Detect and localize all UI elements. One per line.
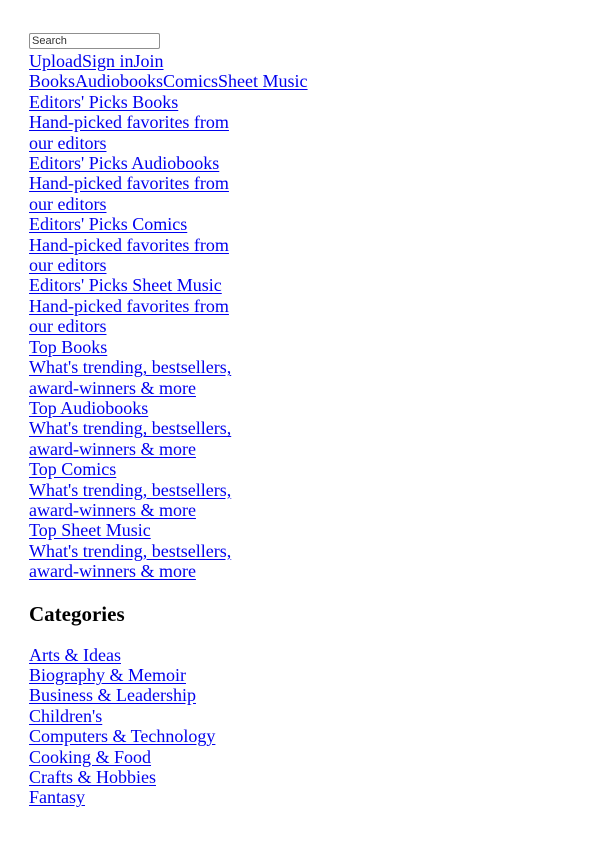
category-link-fantasy[interactable]: Fantasy bbox=[29, 787, 85, 808]
promo-top-comics[interactable] bbox=[29, 459, 589, 520]
nav-comics-link[interactable]: Comics bbox=[163, 71, 219, 92]
promo-top-sheet-music[interactable] bbox=[29, 520, 589, 581]
promo-title: Top Books bbox=[29, 336, 108, 357]
promo-title: Editors' Picks Comics bbox=[29, 214, 188, 235]
promo-title: Top Sheet Music bbox=[29, 520, 151, 541]
nav-audiobooks-link[interactable]: Audiobooks bbox=[75, 71, 164, 92]
promo-subtitle: What's trending, bestsellers, award-winners & more bbox=[29, 540, 232, 582]
category-link-crafts-hobbies[interactable]: Crafts & Hobbies bbox=[29, 767, 156, 787]
promo-editors-picks-books[interactable] bbox=[29, 92, 589, 153]
category-link-biography-memoir[interactable]: Biography & Memoir bbox=[29, 664, 186, 685]
promo-title: Editors' Picks Sheet Music bbox=[29, 275, 222, 296]
promo-editors-picks-sheet-music[interactable] bbox=[29, 275, 589, 336]
promo-editors-picks-audiobooks[interactable] bbox=[29, 153, 589, 214]
sign-in-link[interactable]: Sign in bbox=[82, 51, 134, 71]
categories-heading: Categories bbox=[29, 601, 125, 626]
account-nav bbox=[29, 51, 589, 71]
promo-subtitle: Hand-picked favorites from our editors bbox=[29, 295, 229, 337]
promo-subtitle: What's trending, bestsellers, award-winners & more bbox=[29, 479, 232, 520]
nav-books-link[interactable]: Books bbox=[29, 71, 76, 92]
promo-subtitle: Hand-picked favorites from our editors bbox=[29, 173, 229, 214]
page-container bbox=[29, 33, 589, 808]
promo-list bbox=[29, 92, 589, 582]
promo-title: Editors' Picks Books bbox=[29, 91, 179, 112]
nav-sheet-music-link[interactable]: Sheet Music bbox=[218, 71, 308, 92]
promo-title: Editors' Picks Audiobooks bbox=[29, 153, 220, 174]
join-link[interactable]: Join bbox=[133, 51, 164, 71]
promo-top-books[interactable] bbox=[29, 337, 589, 398]
promo-subtitle: What's trending, bestsellers, award-winners & more bbox=[29, 418, 232, 459]
promo-subtitle: Hand-picked favorites from our editors bbox=[29, 234, 229, 276]
promo-editors-picks-comics[interactable] bbox=[29, 214, 589, 275]
promo-top-audiobooks[interactable] bbox=[29, 398, 589, 459]
category-link-computers-technology[interactable]: Computers & Technology bbox=[29, 726, 216, 747]
search-input[interactable] bbox=[29, 33, 160, 49]
category-link-arts-ideas[interactable]: Arts & Ideas bbox=[29, 644, 121, 665]
promo-title: Top Comics bbox=[29, 459, 117, 480]
promo-subtitle: Hand-picked favorites from our editors bbox=[29, 112, 229, 153]
category-link-business-leadership[interactable]: Business & Leadership bbox=[29, 685, 196, 706]
category-link-cooking-food[interactable]: Cooking & Food bbox=[29, 746, 152, 767]
promo-subtitle: What's trending, bestsellers, award-winners & more bbox=[29, 357, 232, 398]
categories-list bbox=[29, 645, 589, 808]
upload-link[interactable]: Upload bbox=[29, 51, 82, 71]
promo-title: Top Audiobooks bbox=[29, 397, 149, 418]
category-link-childrens[interactable]: Children's bbox=[29, 705, 103, 726]
media-nav bbox=[29, 71, 589, 91]
